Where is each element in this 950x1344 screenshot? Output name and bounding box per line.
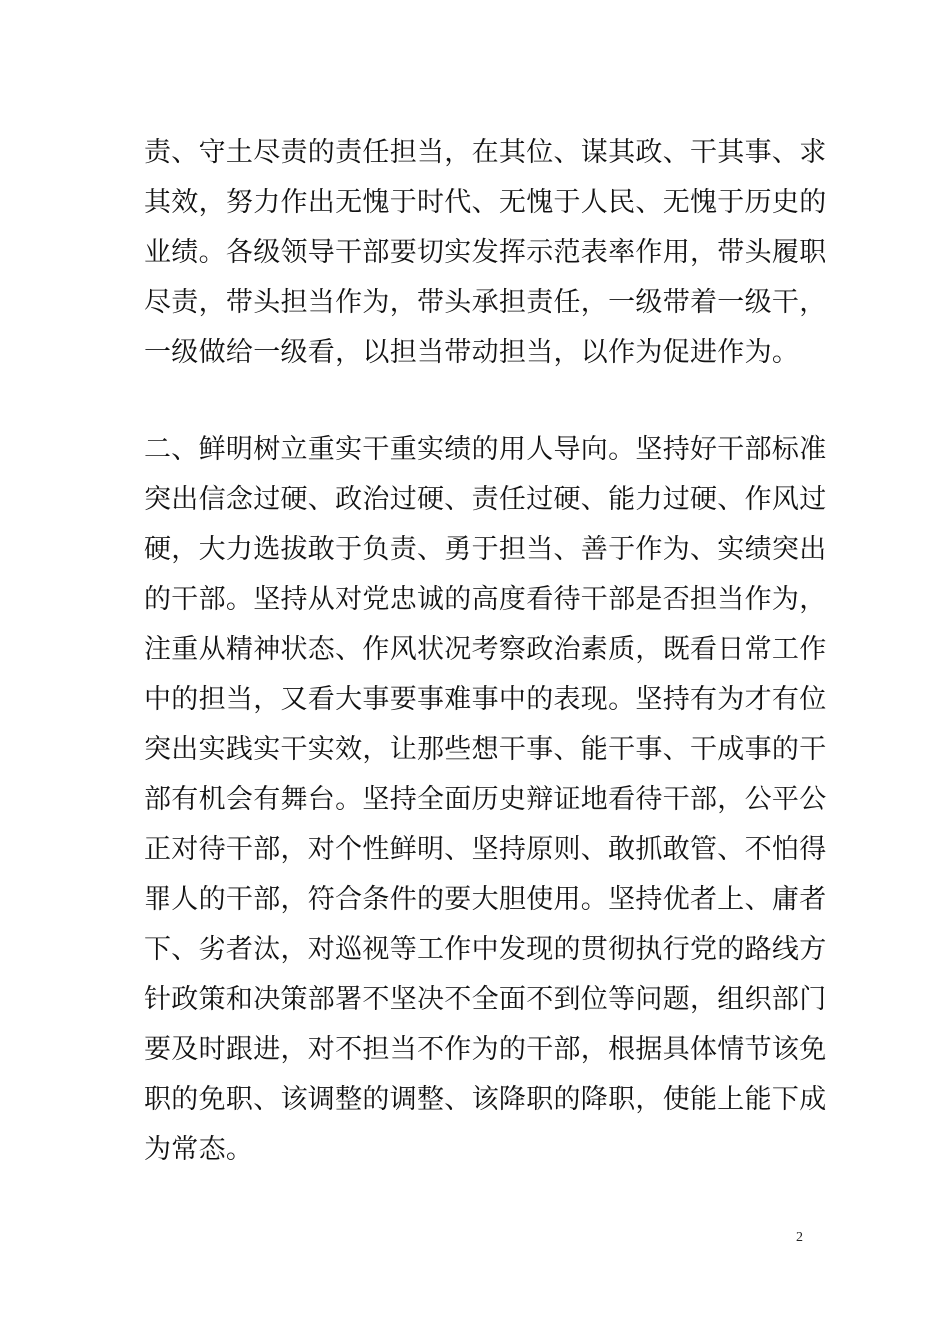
page-number: 2 (796, 1230, 803, 1245)
text-line: 硬，大力选拔敢于负责、勇于担当、善于作为、实绩突出 (144, 534, 827, 565)
text-line: 要及时跟进，对不担当不作为的干部，根据具体情节该免 (144, 1034, 827, 1065)
text-line: 部有机会有舞台。坚持全面历史辩证地看待干部，公平公 (144, 784, 827, 815)
text-line: 一级做给一级看，以担当带动担当，以作为促进作为。 (144, 337, 800, 368)
text-line: 下、劣者汰，对巡视等工作中发现的贯彻执行党的路线方 (144, 934, 827, 965)
text-line: 中的担当，又看大事要事难事中的表现。坚持有为才有位 (144, 684, 827, 715)
text-line: 突出信念过硬、政治过硬、责任过硬、能力过硬、作风过 (144, 484, 827, 515)
text-line: 罪人的干部，符合条件的要大胆使用。坚持优者上、庸者 (144, 884, 827, 915)
text-line: 针政策和决策部署不坚决不全面不到位等问题，组织部门 (144, 984, 827, 1015)
text-line: 其效，努力作出无愧于时代、无愧于人民、无愧于历史的 (144, 187, 827, 218)
text-line: 责、守土尽责的责任担当，在其位、谋其政、干其事、求 (144, 137, 827, 168)
text-line: 职的免职、该调整的调整、该降职的降职，使能上能下成 (144, 1084, 827, 1115)
text-line: 尽责，带头担当作为，带头承担责任，一级带着一级干， (144, 287, 827, 318)
text-line: 二、鲜明树立重实干重实绩的用人导向。坚持好干部标准 (144, 434, 827, 465)
text-line: 业绩。各级领导干部要切实发挥示范表率作用，带头履职 (144, 237, 827, 268)
text-line: 的干部。坚持从对党忠诚的高度看待干部是否担当作为， (144, 584, 827, 615)
text-line: 为常态。 (144, 1134, 254, 1165)
text-line: 正对待干部，对个性鲜明、坚持原则、敢抓敢管、不怕得 (144, 834, 827, 865)
text-line: 突出实践实干实效，让那些想干事、能干事、干成事的干 (144, 734, 827, 765)
paragraph-1 (144, 128, 827, 378)
text-line: 注重从精神状态、作风状况考察政治素质，既看日常工作 (144, 634, 827, 665)
paragraph-2 (144, 425, 827, 1175)
